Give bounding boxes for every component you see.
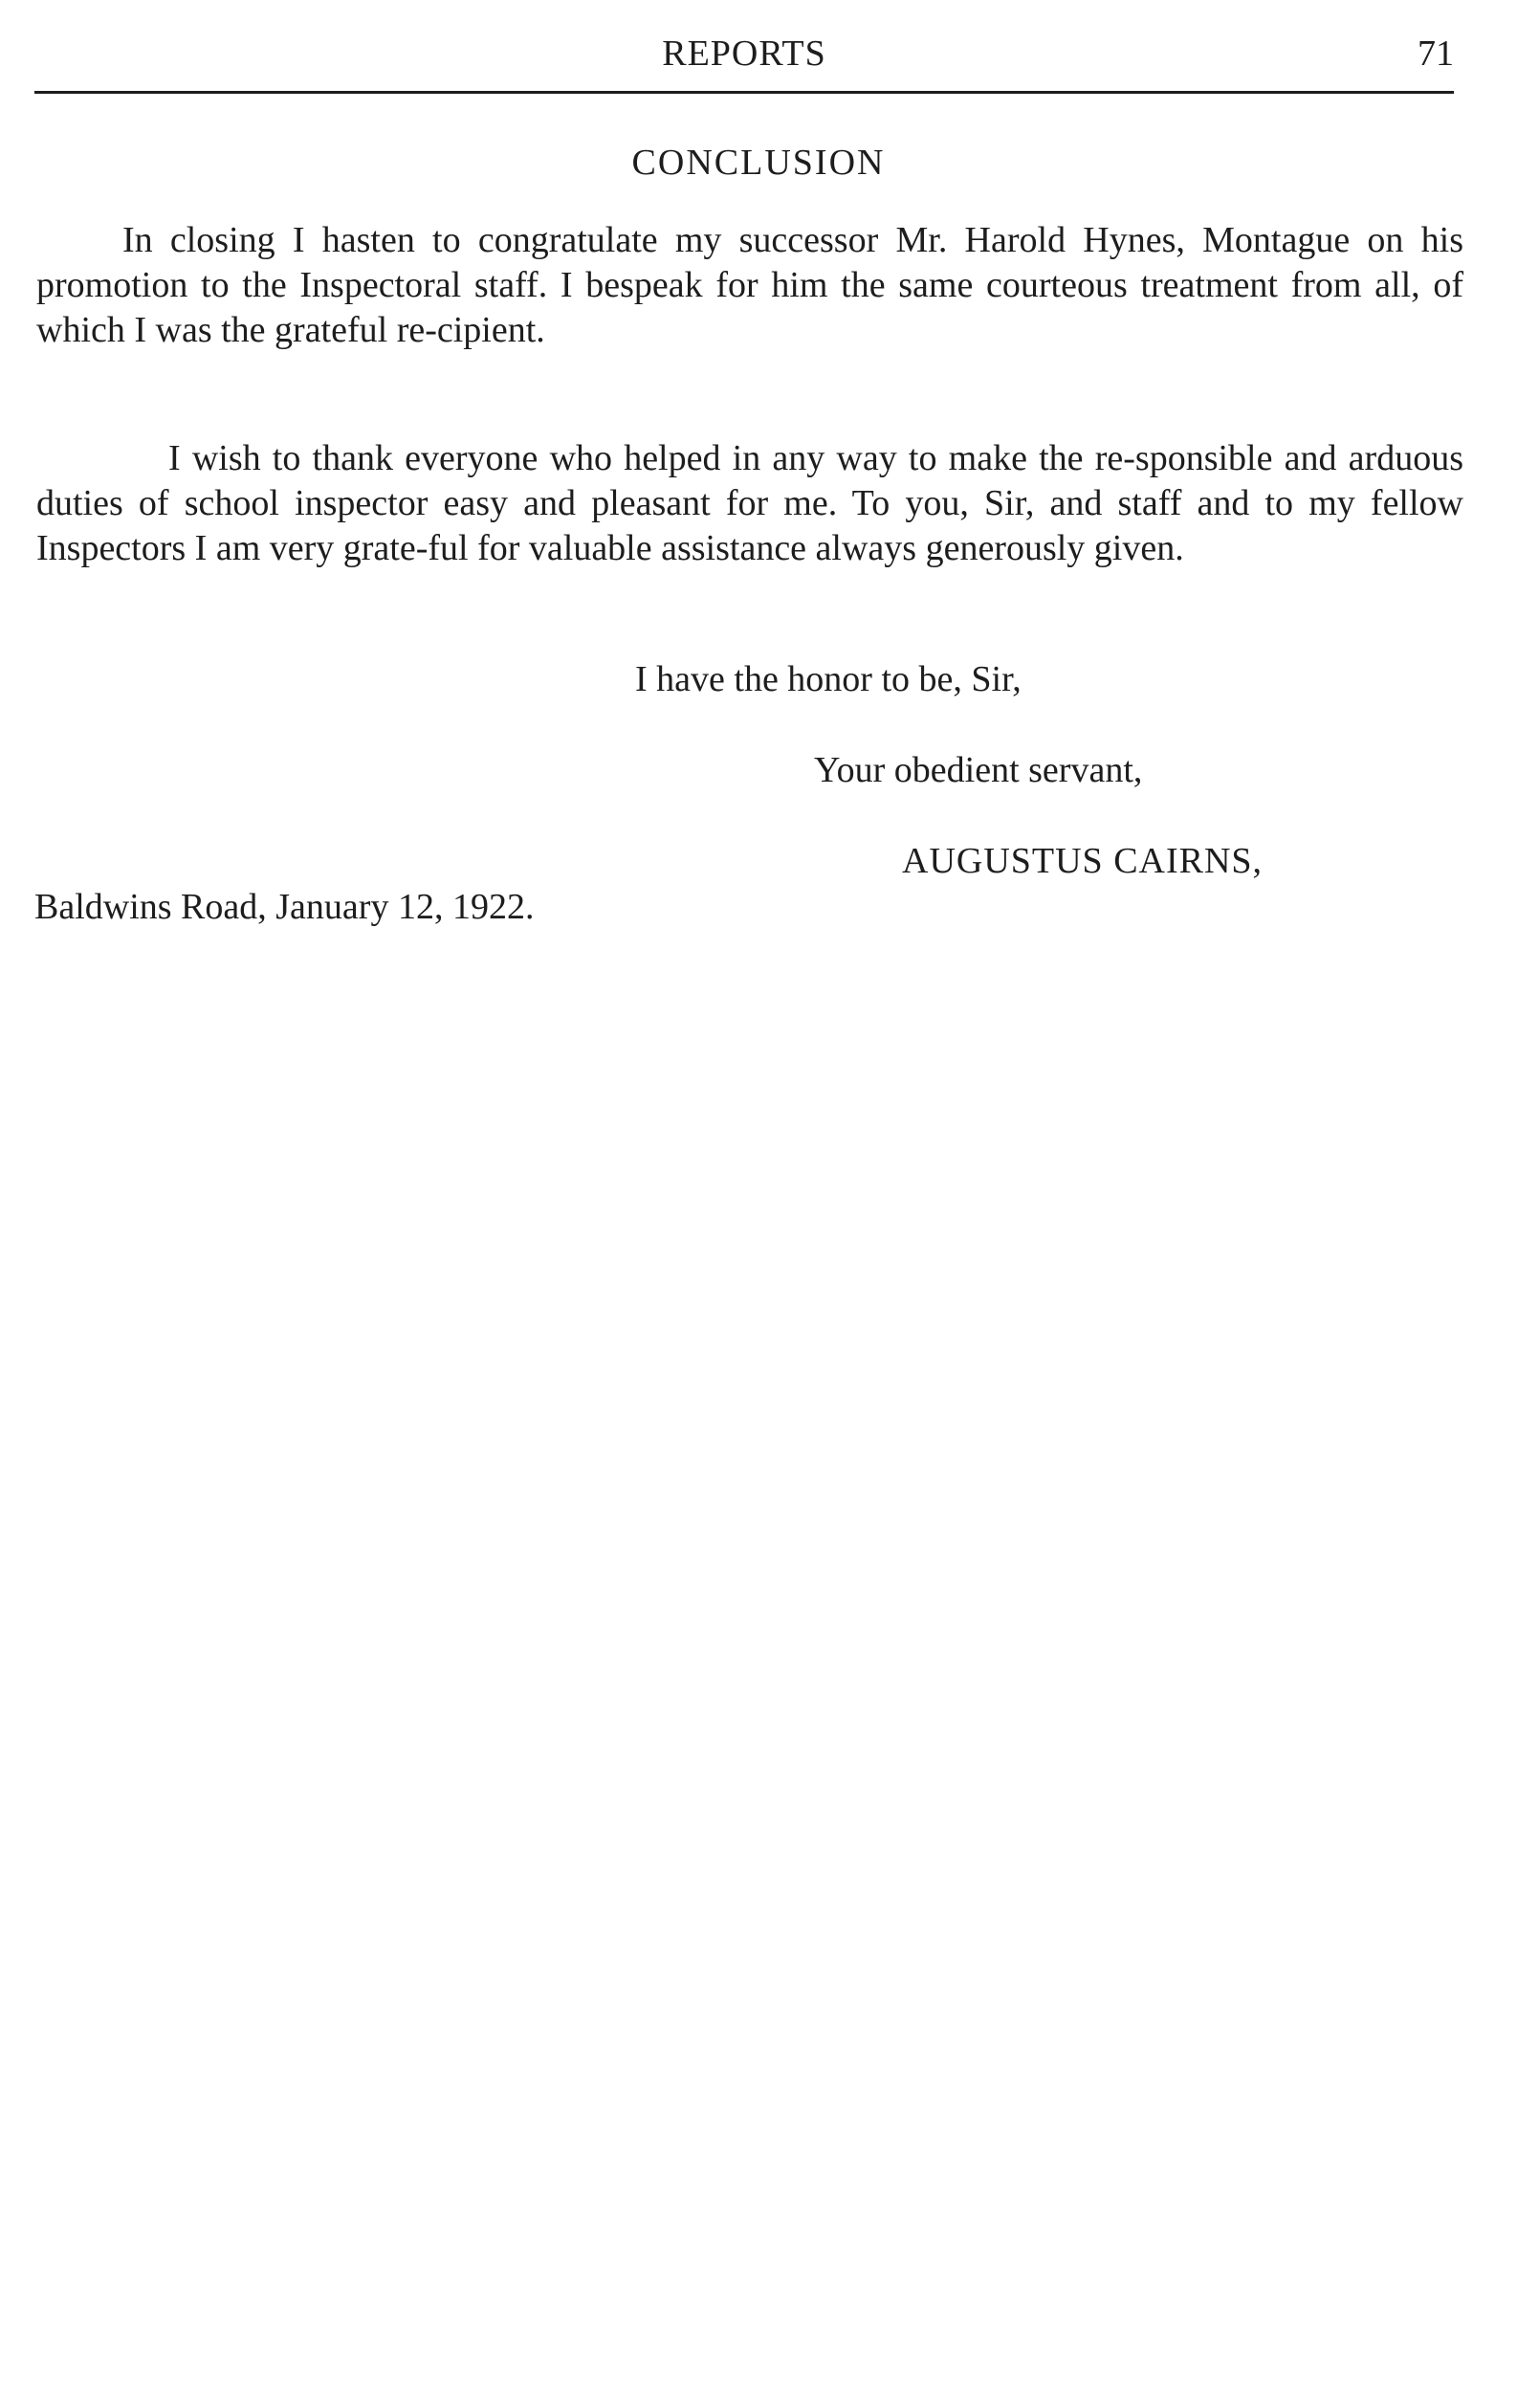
- running-header: [34, 29, 1454, 86]
- signature-name: AUGUSTUS CAIRNS,: [902, 841, 1264, 881]
- closing-honor-line: I have the honor to be, Sir,: [635, 659, 1022, 699]
- closing-servant-line: Your obedient servant,: [814, 750, 1143, 790]
- place-and-date: Baldwins Road, January 12, 1922.: [34, 887, 535, 927]
- section-heading: CONCLUSION: [631, 143, 886, 183]
- page-number: 71: [1418, 33, 1454, 74]
- paragraph-thanks: I wish to thank everyone who helped in any way to make the re-sponsible and arduous duties of school inspector easy and pleasant for me. To you, Sir, and staff and to my fellow Inspectors I am very grate-ful for valuable assistance always generously given.: [36, 438, 1463, 568]
- paragraph-closing-remarks: In closing I hasten to congratulate my successor Mr. Harold Hynes, Montague on his promotion to the Inspectoral staff. I bespeak for him the same courteous treatment from all, of which I was the grateful re-cipient.: [36, 220, 1463, 350]
- header-rule: [34, 91, 1454, 94]
- running-title: REPORTS: [662, 33, 826, 74]
